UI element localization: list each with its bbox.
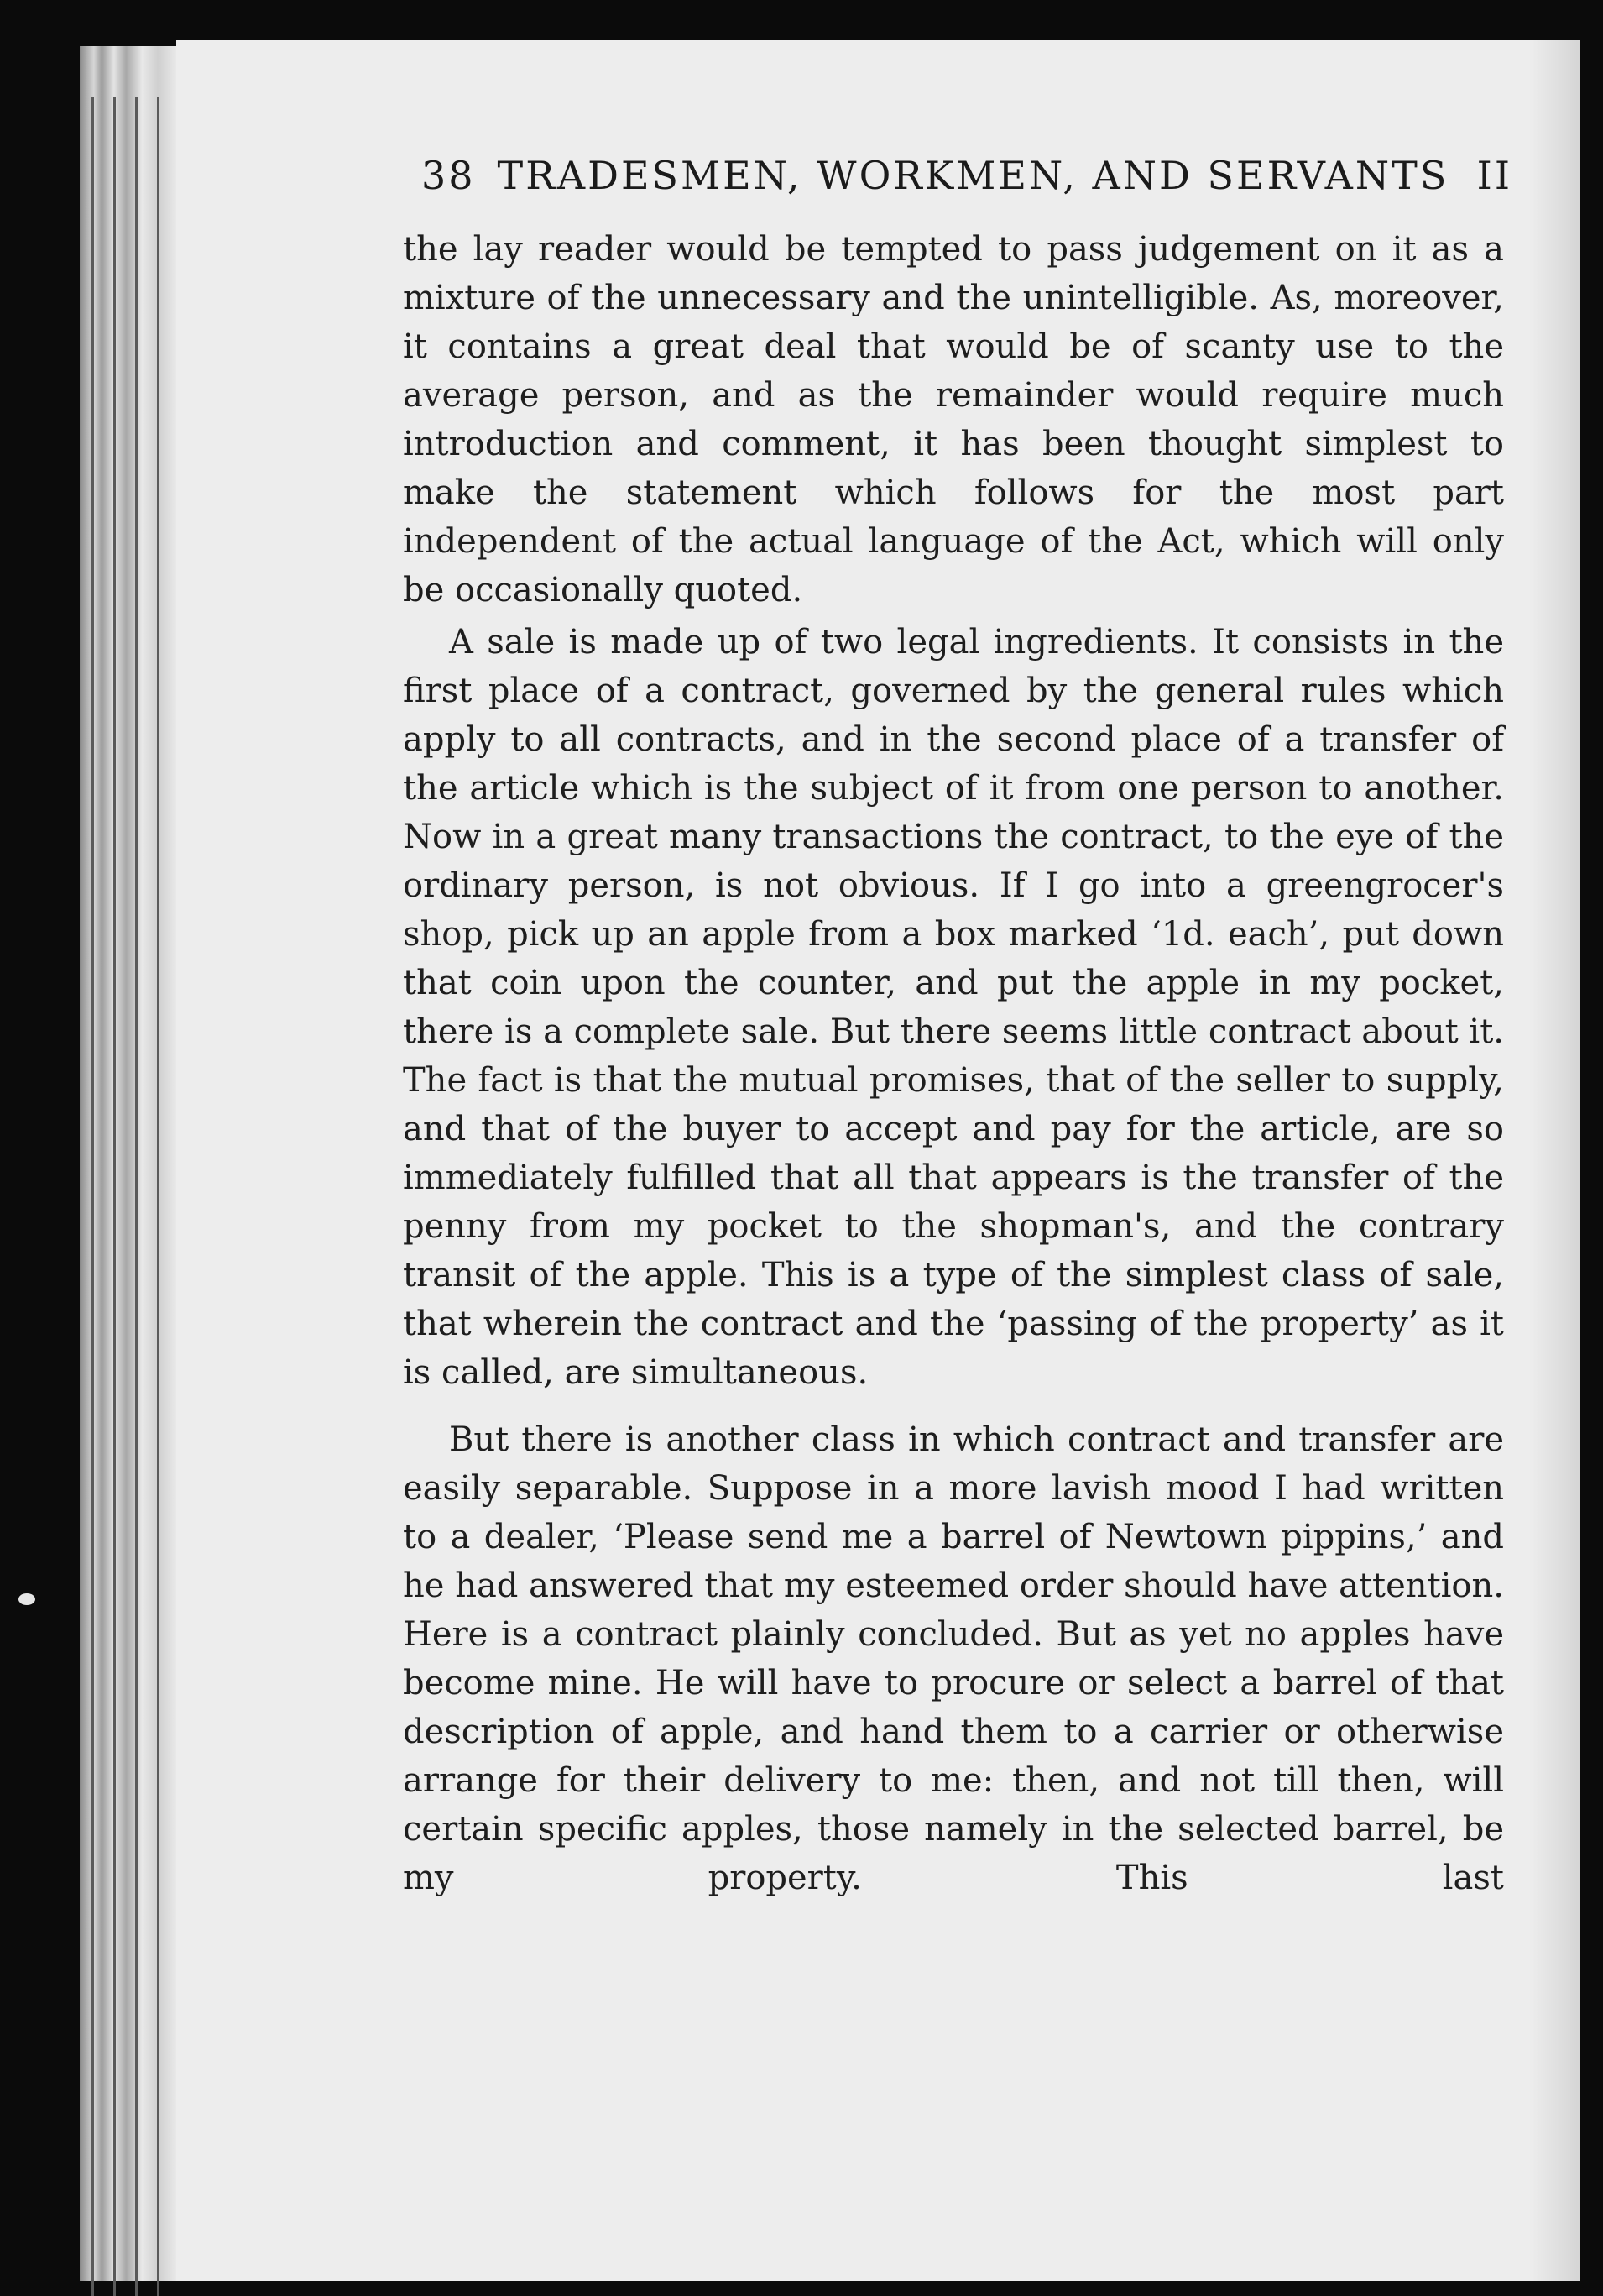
page-number: 38 — [421, 153, 476, 198]
dust-speck — [18, 1593, 35, 1605]
paragraph: A sale is made up of two legal ingredients. It consists in the first place of a contract, governed by the general rules which apply to all contracts, and in the second place of a transfer of the article which is the subject of it from one person to another. Now in a great many transactions the contract, to the eye of the ordinary person, is not obvious. If I go into a greengrocer's shop, pick up an apple from a box marked ‘1d. each’, put down that coin upon the counter, and put the apple in my pocket, there is a complete sale. But there seems little contract about it. The fact is that the mutual promises, that of the seller to supply, and that of the buyer to accept and pay for the article, are so immediately fulfilled that all that appears is the transfer of the penny from my pocket to the shopman's, and the contrary transit of the apple. This is a type of the simplest class of sale, that wherein the contract and the ‘passing of the property’ as it is called, are simultaneous. — [403, 623, 1504, 1392]
spine-line — [135, 97, 138, 2296]
paragraph: But there is another class in which contract and transfer are easily separable. Suppose in a more lavish mood I had written to a dealer, ‘Please send me a barrel of Newtown pippins,’ and he had answered that my esteemed order should have attention. Here is a contract plainly concluded. But as yet no apples have become mine. He will have to procure or select a barrel of that description of apple, and hand them to a carrier or otherwise arrange for their delivery to me: then, and not till then, will certain specific apples, those namely in the selected barrel, be my property. This last — [403, 1420, 1504, 1897]
paragraph: the lay reader would be tempted to pass judgement on it as a mixture of the unnecessary and the unintelligible. As, moreover, it contains a great deal that would be of scanty use to the average person, and as the remainder would require much introduction and comment, it has been thought simplest to make the statement which follows for the most part independent of the actual language of the Act, which will only be occasionally quoted. — [403, 230, 1504, 609]
page-shadow — [1529, 40, 1580, 2281]
spine-line — [91, 97, 94, 2296]
section-mark: II — [1476, 153, 1512, 198]
body-text — [403, 225, 1504, 1902]
book-spine-edge — [80, 46, 180, 2281]
spine-line — [113, 97, 116, 2296]
spine-line — [157, 97, 159, 2296]
running-title: TRADESMEN, WORKMEN, AND SERVANTS — [497, 153, 1449, 198]
running-header — [421, 153, 1512, 198]
